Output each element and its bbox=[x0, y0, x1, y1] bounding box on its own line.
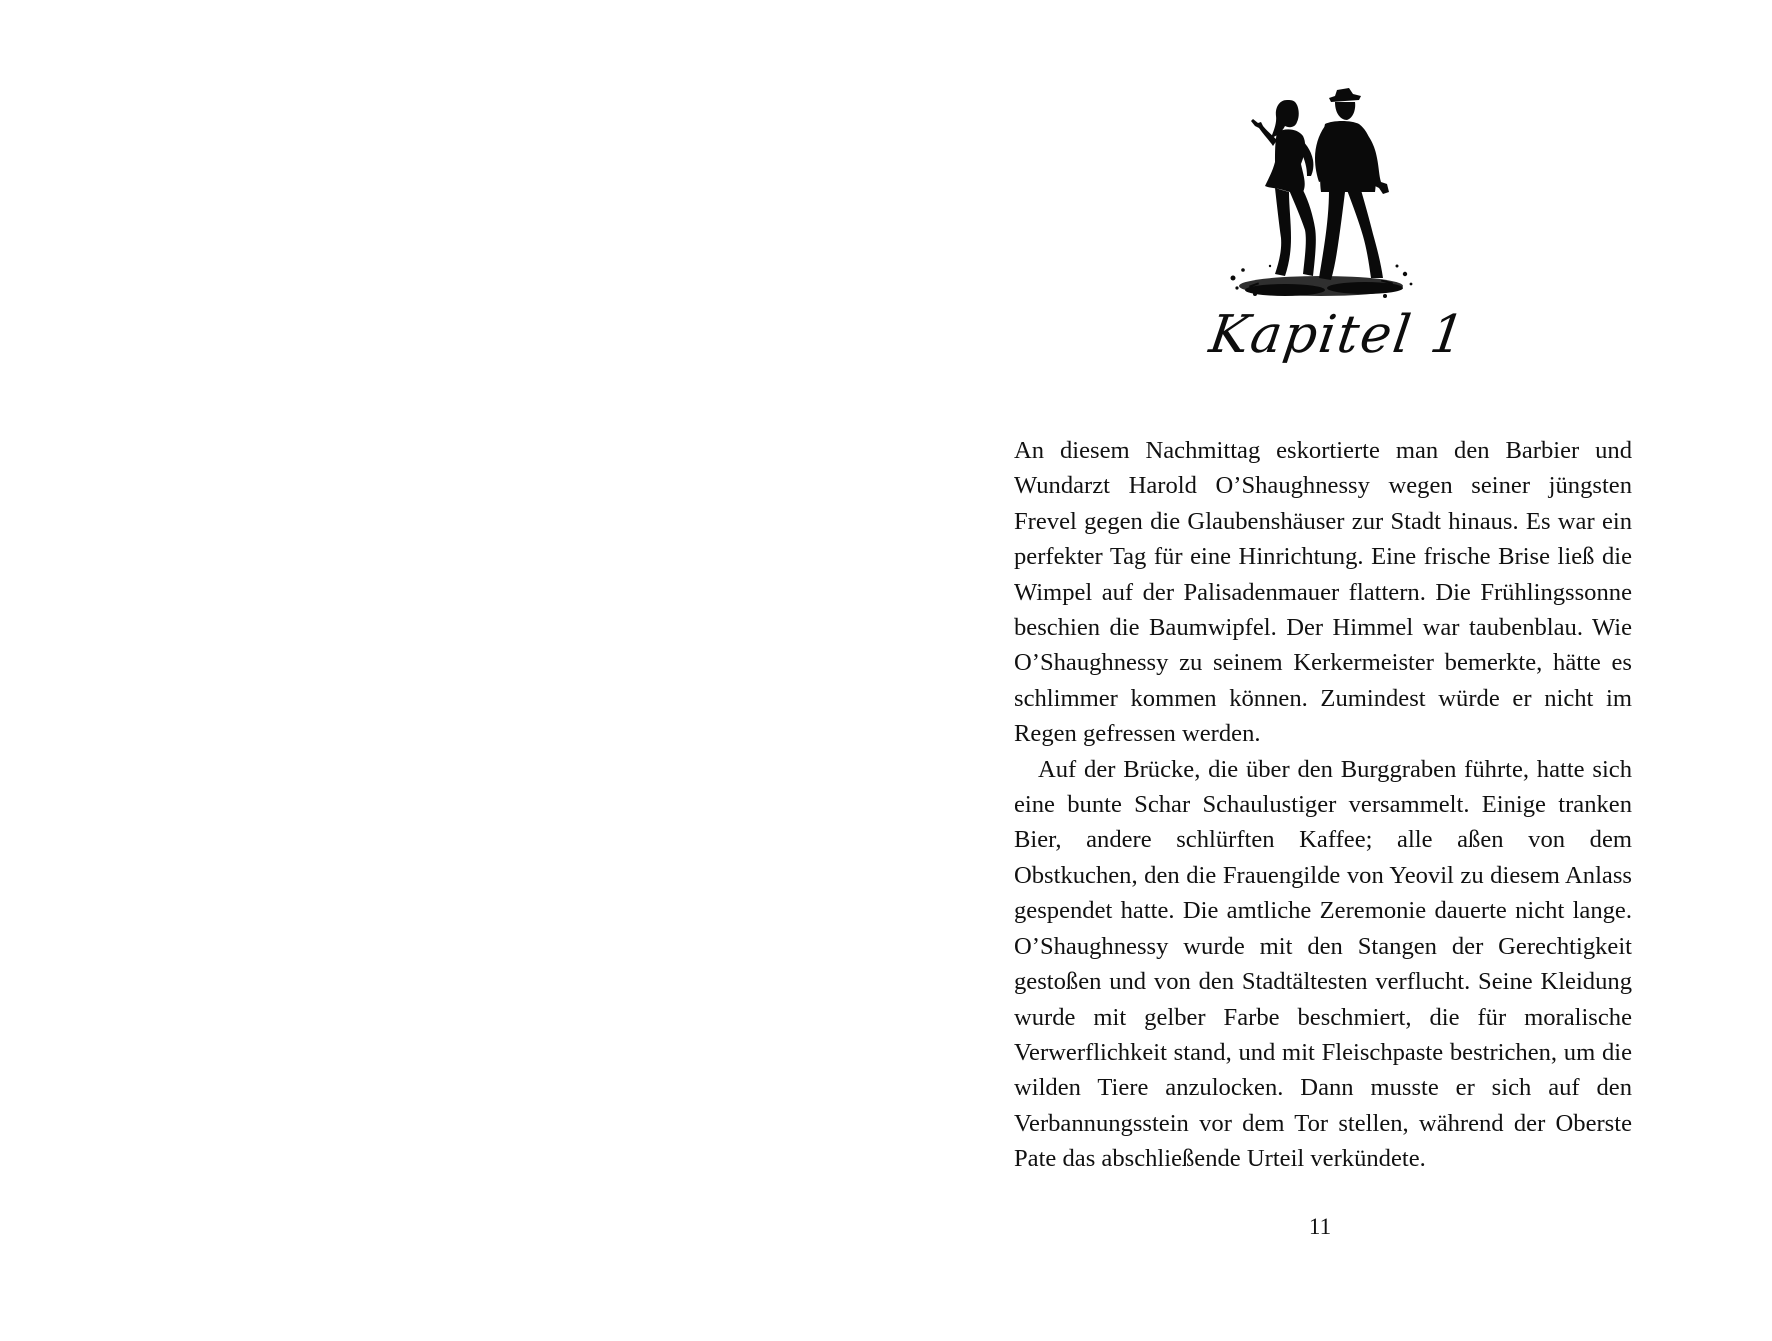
page-number: 11 bbox=[1308, 1214, 1332, 1239]
paragraph: An diesem Nachmittag eskortierte man den Barbier und Wundarzt Harold O’Shaughnessy wegen seiner jüngsten Frevel gegen die Glaubenshäuser zur Stadt hinaus. Es war ein perfekter Tag für eine Hinrichtung. Eine frische Brise ließ die Wimpel auf der Palisadenmauer flattern. Die Frühlingssonne beschien die Baumwipfel. Der Himmel war taubenblau. Wie O’Shaughnessy zu seinem Kerkermeister bemerkte, hätte es schlimmer kommen können. Zumindest würde er nicht im Regen gefressen werden. bbox=[1014, 437, 1632, 748]
paragraph: Auf der Brücke, die über den Burggraben führte, hatte sich eine bunte Schar Schaulustiger versammelt. Einige tranken Bier, andere schlürften Kaffee; alle aßen von dem Obstkuchen, den die Frauengilde von Yeovil zu diesem Anlass gespendet hatte. Die amtliche Zeremonie dauerte nicht lange. O’Shaughnessy wurde mit den Stangen der Gerechtigkeit gestoßen und von den Stadtältesten verflucht. Seine Kleidung wurde mit gelber Farbe beschmiert, die für moralische Verwerflichkeit stand, und mit Fleischpaste bestrichen, um die wilden Tiere anzulocken. Dann musste er sich auf den Verbannungsstein vor dem Tor stellen, während der Oberste Pate das abschließende Urteil verkündete. bbox=[1014, 755, 1632, 1173]
chapter-title: Kapitel 1 bbox=[1205, 305, 1470, 365]
two-figures-silhouette-icon bbox=[1225, 88, 1417, 303]
chapter-body bbox=[1014, 433, 1632, 1177]
